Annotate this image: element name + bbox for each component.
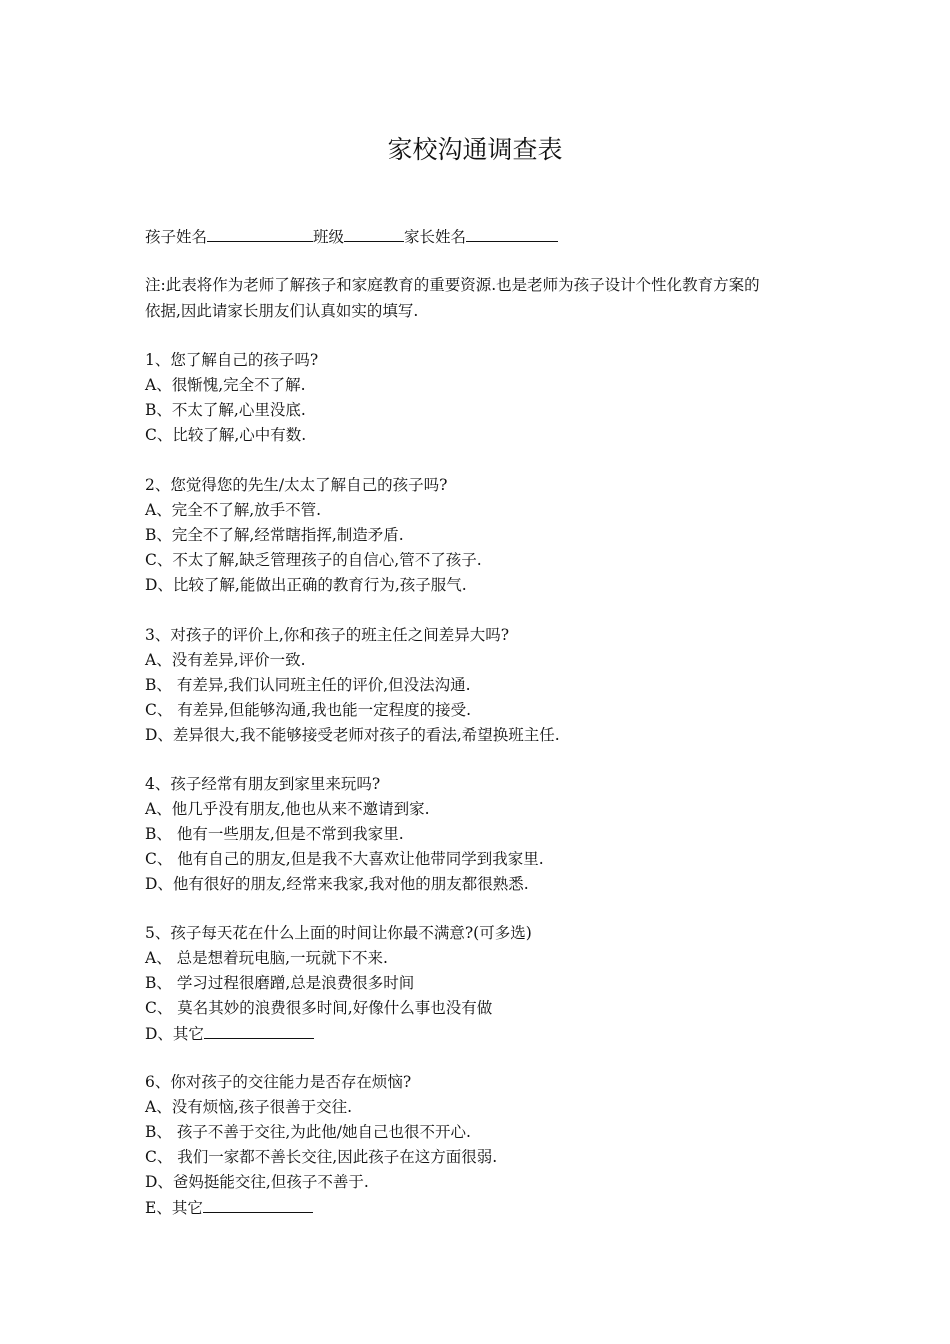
question-4-option-c: C、 他有自己的朋友,但是我不大喜欢让他带同学到我家里. xyxy=(145,850,544,868)
question-3-option-b: B、 有差异,我们认同班主任的评价,但没法沟通. xyxy=(145,676,471,694)
question-4-option-d: D、他有很好的朋友,经常来我家,我对他的朋友都很熟悉. xyxy=(145,875,529,893)
question-2-option-a: A、完全不了解,放手不管. xyxy=(145,501,322,519)
question-3-option-a: A、没有差异,评价一致. xyxy=(145,651,306,669)
question-3-option-c: C、 有差异,但能够沟通,我也能一定程度的接受. xyxy=(145,701,472,719)
question-2-option-b: B、完全不了解,经常瞎指挥,制造矛盾. xyxy=(145,526,404,544)
child-name-label: 孩子姓名 xyxy=(145,228,208,246)
question-6-option-e xyxy=(145,1196,313,1219)
question-6-option-d: D、爸妈挺能交往,但孩子不善于. xyxy=(145,1173,369,1191)
child-name-blank xyxy=(207,225,313,242)
question-6-option-e-label: E、其它 xyxy=(145,1199,203,1217)
class-label: 班级 xyxy=(313,228,345,246)
question-2: 2、您觉得您的先生/太太了解自己的孩子吗? xyxy=(145,476,448,494)
question-5: 5、孩子每天花在什么上面的时间让你最不满意?(可多选) xyxy=(145,924,532,942)
parent-name-blank xyxy=(466,225,558,242)
question-2-option-c: C、不太了解,缺乏管理孩子的自信心,管不了孩子. xyxy=(145,551,482,569)
question-4-option-a: A、他几乎没有朋友,他也从来不邀请到家. xyxy=(145,800,430,818)
class-blank xyxy=(344,225,404,242)
question-1-option-c: C、比较了解,心中有数. xyxy=(145,426,307,444)
question-3: 3、对孩子的评价上,你和孩子的班主任之间差异大吗? xyxy=(145,626,510,644)
question-1-option-a: A、很惭愧,完全不了解. xyxy=(145,376,306,394)
question-6-option-a: A、没有烦恼,孩子很善于交往. xyxy=(145,1098,353,1116)
question-6: 6、你对孩子的交往能力是否存在烦恼? xyxy=(145,1073,412,1091)
question-1-option-b: B、不太了解,心里没底. xyxy=(145,401,306,419)
question-1: 1、您了解自己的孩子吗? xyxy=(145,351,319,369)
question-3-option-d: D、差异很大,我不能够接受老师对孩子的看法,希望换班主任. xyxy=(145,726,560,744)
question-6-option-c: C、 我们一家都不善长交往,因此孩子在这方面很弱. xyxy=(145,1148,498,1166)
question-5-other-blank xyxy=(204,1022,314,1039)
question-5-option-c: C、 莫名其妙的浪费很多时间,好像什么事也没有做 xyxy=(145,999,493,1017)
page-title: 家校沟通调查表 xyxy=(387,135,563,164)
question-5-option-a: A、 总是想着玩电脑,一玩就下不来. xyxy=(145,949,388,967)
question-6-other-blank xyxy=(203,1196,313,1213)
question-4-option-b: B、 他有一些朋友,但是不常到我家里. xyxy=(145,825,404,843)
info-fields-row xyxy=(145,225,558,248)
question-6-option-b: B、 孩子不善于交往,为此他/她自己也很不开心. xyxy=(145,1123,471,1141)
question-4: 4、孩子经常有朋友到家里来玩吗? xyxy=(145,775,381,793)
note-line-2: 依据,因此请家长朋友们认真如实的填写. xyxy=(145,302,419,320)
question-5-option-d xyxy=(145,1022,314,1045)
parent-name-label: 家长姓名 xyxy=(404,228,467,246)
question-2-option-d: D、比较了解,能做出正确的教育行为,孩子服气. xyxy=(145,576,467,594)
note-line-1: 注:此表将作为老师了解孩子和家庭教育的重要资源.也是老师为孩子设计个性化教育方案的 xyxy=(145,276,760,294)
question-5-option-b: B、 学习过程很磨蹭,总是浪费很多时间 xyxy=(145,974,415,992)
question-5-option-d-label: D、其它 xyxy=(145,1025,204,1043)
